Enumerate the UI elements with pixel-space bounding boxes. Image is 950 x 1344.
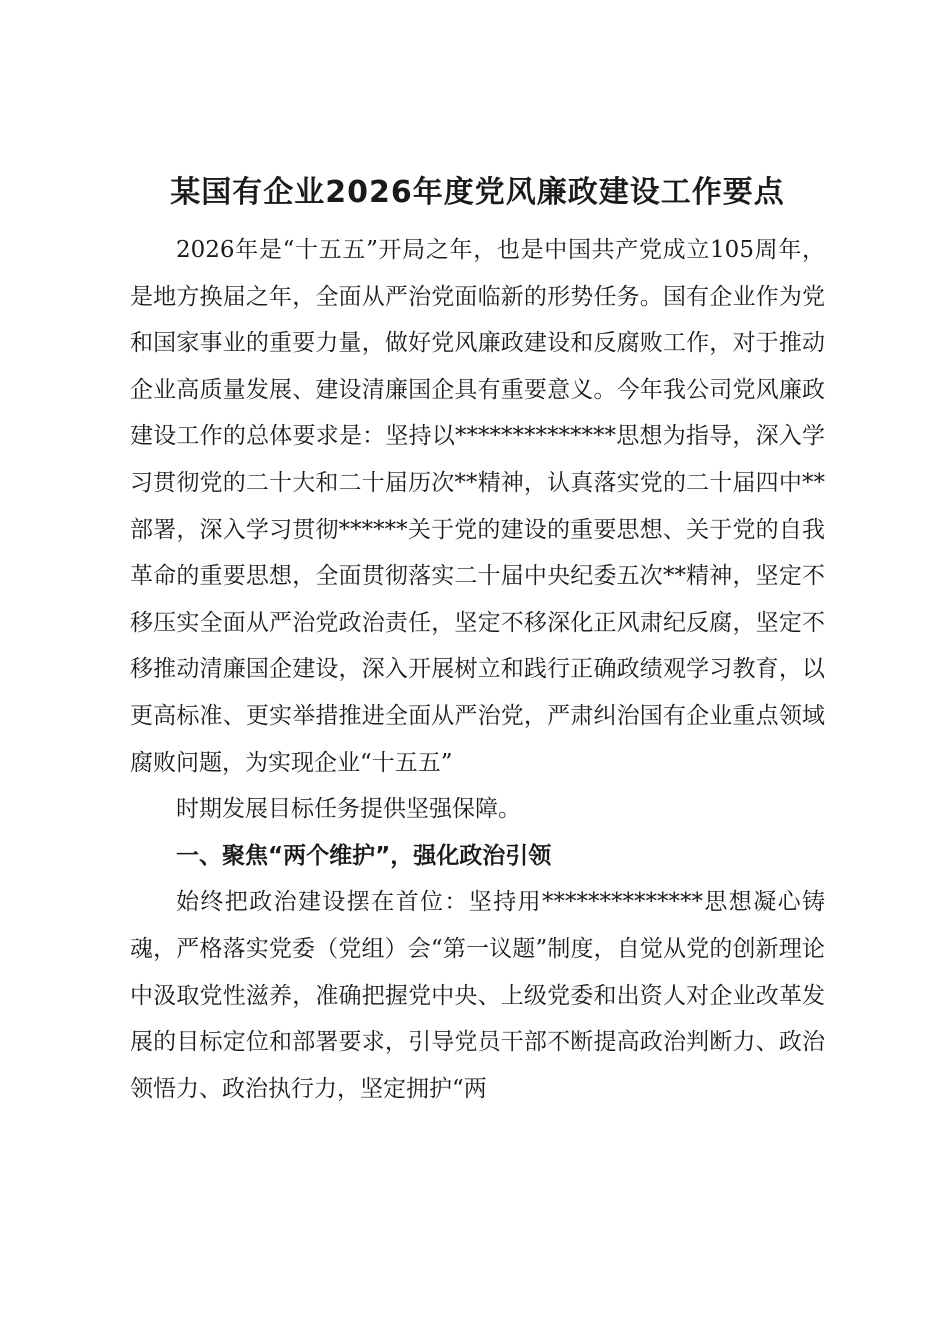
intro-paragraph: 2026年是“十五五”开局之年，也是中国共产党成立105周年，是地方换届之年，全面从严治党面临新的形势任务。国有企业作为党和国家事业的重要力量，做好党风廉政建设和反腐败工作，对于推动企业高质量发展、建设清廉国企具有重要意义。今年我公司党风廉政建设工作的总体要求是：坚持以**************思想为指导，深入学习贯彻党的二十大和二十届历次**精神，认真落实党的二十届四中**部署，深入学习贯彻******关于党的建设的重要思想、关于党的自我革命的重要思想，全面贯彻落实二十届中央纪委五次**精神，坚定不移压实全面从严治党政治责任，坚定不移深化正风肃纪反腐，坚定不移推动清廉国企建设，深入开展树立和践行正确政绩观学习教育，以更高标准、更实举措推进全面从严治党，严肃纠治国有企业重点领域腐败问题，为实现企业“十五五” [130,237,825,776]
document-title: 某国有企业2026年度党风廉政建设工作要点 [170,175,785,210]
document-content [130,165,825,1112]
section-1-heading: 一、聚焦“两个维护”，强化政治引领 [176,842,552,869]
section-1-paragraph: 始终把政治建设摆在首位：坚持用**************思想凝心铸魂，严格落实党委（党组）会“第一议题”制度，自觉从党的创新理论中汲取党性滋养，准确把握党中央、上级党委和出资人对企业改革发展的目标定位和部署要求，引导党员干部不断提高政治判断力、政治领悟力、政治执行力，坚定拥护“两 [130,889,825,1102]
intro-continued-paragraph: 时期发展目标任务提供坚强保障。 [176,796,521,823]
